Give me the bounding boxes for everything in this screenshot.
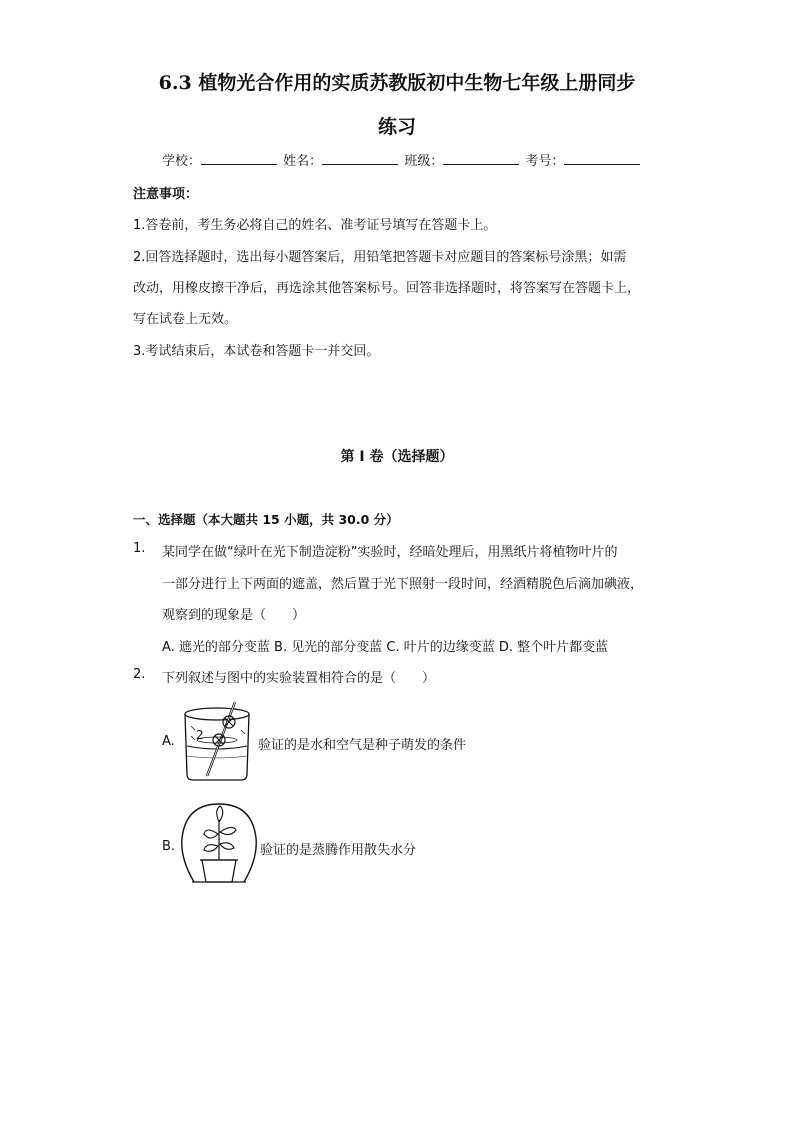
question-1-options: A. 遮光的部分变蓝 B. 见光的部分变蓝 C. 叶片的边缘变蓝 D. 整个叶片都变蓝 — [162, 640, 609, 655]
question-1-line-3: 观察到的现象是（ ） — [162, 608, 306, 623]
question-1-line-1: 某同学在做“绿叶在光下制造淀粉”实验时，经暗处理后，用黑纸片将植物叶片的 — [162, 545, 618, 560]
option-a-text: 验证的是水和空气是种子萌发的条件 — [258, 738, 467, 753]
school-blank[interactable] — [201, 152, 277, 165]
question-2-number: 2. — [133, 667, 146, 682]
page-title-line-1: 6.3 植物光合作用的实质苏教版初中生物七年级上册同步 — [158, 72, 636, 94]
student-info-row — [162, 150, 642, 169]
note-item-1: 1.答卷前，考生务必将自己的姓名、准考证号填写在答题卡上。 — [133, 218, 497, 233]
exam-number-label: 考号： — [525, 154, 565, 169]
question-1-line-2: 一部分进行上下两面的遮盖，然后置于光下照射一段时间，经酒精脱色后滴加碘液， — [162, 577, 644, 592]
option-b-label: B. — [162, 839, 176, 854]
beaker-seed-experiment-figure — [177, 700, 257, 784]
exam-number-blank[interactable] — [564, 152, 640, 165]
note-item-3: 3.考试结束后，本试卷和答题卡一并交回。 — [133, 344, 380, 359]
name-blank[interactable] — [322, 152, 398, 165]
section-title: 第 I 卷（选择题） — [340, 449, 454, 465]
part-heading: 一、选择题（本大题共 15 小题，共 30.0 分） — [133, 512, 399, 527]
bell-jar-plant-figure — [178, 798, 260, 892]
figure-seed-number: 2 — [196, 728, 204, 742]
question-1-number: 1. — [133, 541, 146, 556]
class-label: 班级： — [404, 154, 444, 169]
option-b-text: 验证的是蒸腾作用散失水分 — [260, 843, 417, 858]
notes-heading: 注意事项： — [133, 187, 199, 202]
school-label: 学校： — [162, 154, 202, 169]
note-item-2-line-3: 写在试卷上无效。 — [133, 312, 238, 327]
note-item-2-line-2: 改动，用橡皮擦干净后，再选涂其他答案标号。回答非选择题时，将答案写在答题卡上， — [133, 281, 641, 296]
page-title-line-2: 练习 — [377, 116, 416, 138]
question-2-text: 下列叙述与图中的实验装置相符合的是（ ） — [162, 671, 436, 686]
class-blank[interactable] — [443, 152, 519, 165]
option-a-label: A. — [162, 734, 175, 749]
name-label: 姓名： — [283, 154, 323, 169]
note-item-2-line-1: 2.回答选择题时，选出每小题答案后，用铅笔把答题卡对应题目的答案标号涂黑；如需 — [133, 250, 627, 265]
